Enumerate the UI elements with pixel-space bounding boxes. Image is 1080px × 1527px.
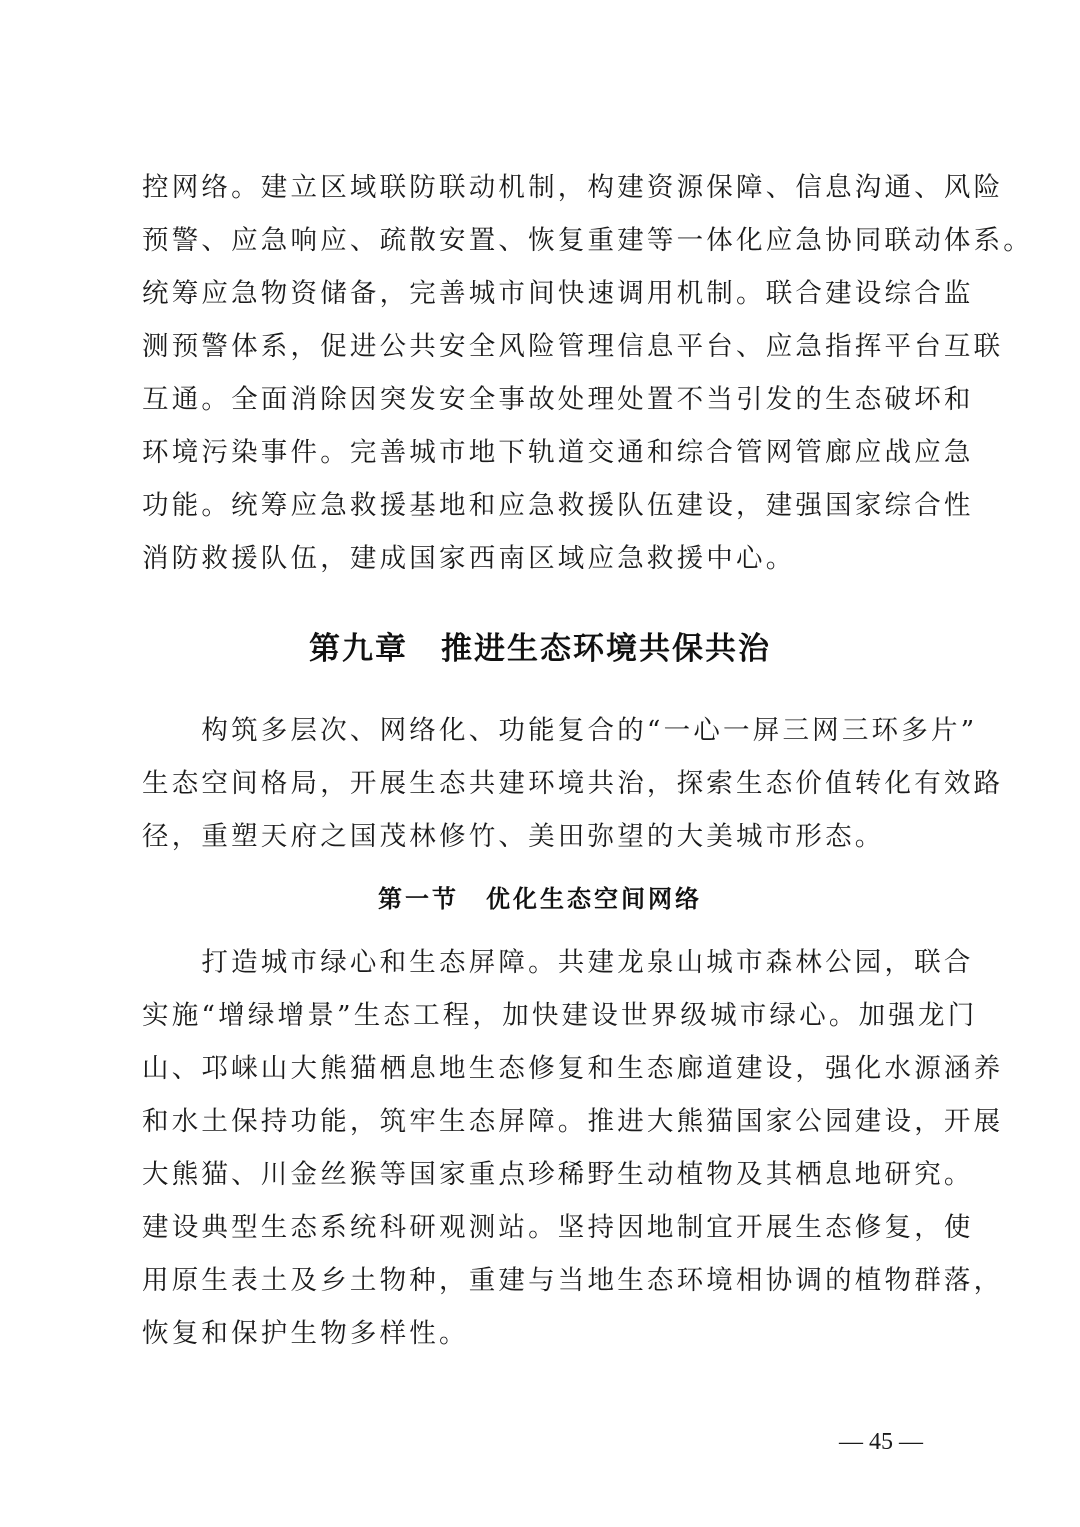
chapter-title: 第九章 推进生态环境共保共治	[309, 631, 771, 667]
text-line: 山、邛崃山大熊猫栖息地生态修复和生态廊道建设，强化水源涵养	[142, 1053, 1004, 1084]
paragraph-chapter-intro	[142, 704, 1004, 863]
paragraph-green-heart	[142, 936, 1004, 1360]
page-number: — 45 —	[839, 1429, 923, 1455]
text-line: 预警、应急响应、疏散安置、恢复重建等一体化应急协同联动体系。	[142, 225, 1033, 256]
text-line: 控网络。建立区域联防联动机制，构建资源保障、信息沟通、风险	[142, 172, 1004, 203]
text-line: 实施“增绿增景”生态工程，加快建设世界级城市绿心。加强龙门	[142, 1000, 978, 1031]
text-line: 大熊猫、川金丝猴等国家重点珍稀野生动植物及其栖息地研究。	[142, 1159, 974, 1190]
paragraph-emergency-network	[142, 161, 1033, 585]
text-line: 环境污染事件。完善城市地下轨道交通和综合管网管廊应战应急	[142, 437, 974, 468]
text-line: 统筹应急物资储备，完善城市间快速调用机制。联合建设综合监	[142, 278, 974, 309]
text-line: 生态空间格局，开展生态共建环境共治，探索生态价值转化有效路	[142, 768, 1004, 799]
text-line: 建设典型生态系统科研观测站。坚持因地制宜开展生态修复，使	[142, 1212, 974, 1243]
text-line: 恢复和保护生物多样性。	[142, 1318, 469, 1349]
section-title: 第一节 优化生态空间网络	[378, 884, 702, 913]
text-line: 互通。全面消除因突发安全事故处理处置不当引发的生态破坏和	[142, 384, 974, 415]
text-line: 功能。统筹应急救援基地和应急救援队伍建设，建强国家综合性	[142, 490, 974, 521]
text-line: 构筑多层次、网络化、功能复合的“一心一屏三网三环多片”	[142, 715, 978, 746]
text-line: 用原生表土及乡土物种，重建与当地生态环境相协调的植物群落，	[142, 1265, 1004, 1296]
text-line: 测预警体系，促进公共安全风险管理信息平台、应急指挥平台互联	[142, 331, 1004, 362]
text-line: 消防救援队伍，建成国家西南区域应急救援中心。	[142, 543, 796, 574]
text-line: 打造城市绿心和生态屏障。共建龙泉山城市森林公园，联合	[142, 947, 974, 978]
text-line: 和水土保持功能，筑牢生态屏障。推进大熊猫国家公园建设，开展	[142, 1106, 1004, 1137]
text-line: 径，重塑天府之国茂林修竹、美田弥望的大美城市形态。	[142, 821, 885, 852]
